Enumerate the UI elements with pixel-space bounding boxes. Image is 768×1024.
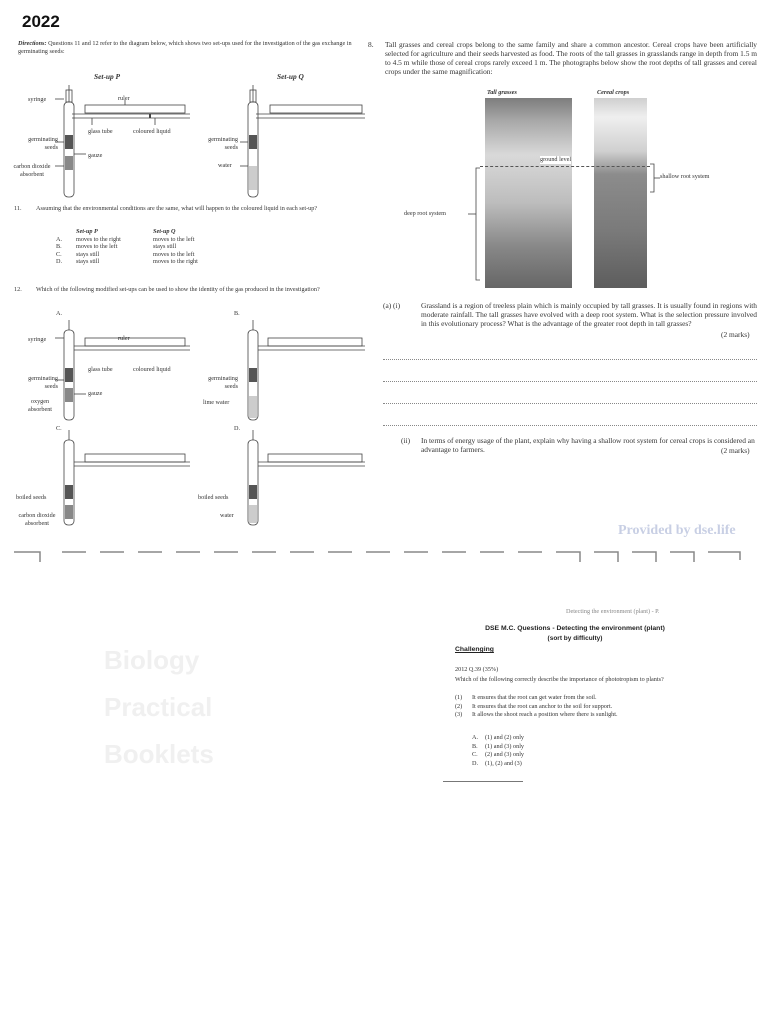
doc2-rule (443, 781, 523, 782)
setup-q-title: Set-up Q (277, 72, 304, 81)
q12-number: 12. (14, 286, 22, 293)
doc2-question: Which of the following correctly describe the importance of phototropism to plants? (455, 676, 664, 683)
option-q: moves to the left (153, 250, 195, 258)
option-q: moves to the right (153, 258, 198, 266)
answer-line-3[interactable] (383, 403, 757, 404)
q8-ai-label: (a) (i) (383, 301, 401, 310)
label-syringe: syringe (28, 96, 47, 103)
q11-option-c[interactable] (56, 251, 233, 259)
q12-label-oxygen-absorbent: oxygen absorbent (27, 398, 53, 413)
test-tube-p (64, 102, 74, 197)
doc2-option-a[interactable] (472, 734, 524, 742)
doc2-header: Detecting the environment (plant) - P. (566, 608, 660, 615)
water-q (249, 166, 257, 190)
answer-line-4[interactable] (383, 425, 757, 426)
deep-root-label: deep root system (404, 210, 446, 217)
q12-letter-c[interactable]: C. (56, 425, 62, 432)
q12-label-boiled-seeds: boiled seeds (16, 494, 47, 501)
label-germinating-seeds: germinating seeds (28, 136, 58, 151)
q11-number: 11. (14, 205, 22, 212)
setup-p-title: Set-up P (94, 72, 121, 81)
watermark: Provided by dse.life (618, 523, 736, 538)
label-ruler: ruler (118, 95, 130, 102)
q8-ai-marks: (2 marks) (721, 330, 750, 339)
label-germinating-seeds-q: germinating seeds (208, 136, 238, 151)
q12-label-germinating-seeds: germinating seeds (28, 375, 58, 390)
q12-label-ruler: ruler (118, 335, 130, 342)
directions-text: Questions 11 and 12 refer to the diagram below, which shows two set-ups used for the investigation of the gas exchange in germinating seeds: (18, 40, 352, 55)
label-glass-tube: glass tube (88, 128, 113, 135)
q12-label-syringe: syringe (28, 336, 47, 343)
statement-1 (455, 694, 618, 702)
statement-text: It allows the shoot reach a position where there is sunlight. (472, 711, 618, 719)
doc2-section: Challenging (455, 646, 494, 653)
statement-number: (2) (455, 702, 463, 710)
option-letter: A. (56, 235, 63, 243)
option-text: (1) and (3) only (485, 742, 525, 750)
shallow-root-label: shallow root system (660, 173, 710, 180)
statement-2 (455, 703, 618, 711)
q11-option-a[interactable] (56, 236, 233, 244)
doc2-ref: 2012 Q.39 (35%) (455, 666, 499, 673)
option-letter: D. (56, 258, 63, 266)
directions-label: Directions: (18, 40, 47, 47)
option-p: moves to the right (76, 235, 121, 243)
faint-word-3: Booklets (104, 739, 214, 769)
q8-aii-label: (ii) (401, 436, 411, 445)
q12-letter-b[interactable]: B. (234, 310, 240, 317)
option-p: stays still (76, 258, 100, 266)
option-letter: C. (472, 751, 478, 759)
q12-label-co2-absorbent: carbon dioxide absorbent (18, 512, 56, 527)
doc2-title: DSE M.C. Questions - Detecting the environment (plant) (485, 625, 665, 632)
q11-option-b[interactable] (56, 243, 233, 251)
option-letter: B. (56, 243, 62, 251)
label-co2-absorbent: carbon dioxide absorbent (13, 163, 51, 178)
answer-line-1[interactable] (383, 359, 757, 360)
answer-line-2[interactable] (383, 381, 757, 382)
q12-label-lime-water: lime water (203, 399, 230, 406)
q12-letter-a[interactable]: A. (56, 310, 63, 317)
option-q: moves to the left (153, 235, 195, 243)
faint-word-1: Biology (104, 645, 200, 675)
ground-level-label: ground level (540, 156, 572, 163)
option-letter: C. (56, 250, 62, 258)
seeds-p (65, 135, 73, 149)
q8-number: 8. (368, 40, 374, 49)
q12-label-boiled-seeds-d: boiled seeds (198, 494, 229, 501)
q8-text: Tall grasses and cereal crops belong to the same family and share a common ancestor. Cereal crops have been artificially selected for agriculture and their seeds harvested as food. The roots of the tall grasses in grasslands range in depth from 1.5 m to 4.5 m while those of cereal crops rarely exceed 1 m. The photographs below show the root depths of tall grasses and cereal crops under the same magnification: (385, 40, 757, 76)
option-q: stays still (153, 243, 177, 251)
option-p: moves to the left (76, 243, 118, 251)
year-heading: 2022 (22, 12, 60, 31)
doc2-option-d[interactable] (472, 760, 524, 768)
statement-text: It ensures that the root can anchor to the soil for support. (472, 702, 613, 710)
ruler-p (85, 105, 185, 113)
q12-letter-d[interactable]: D. (234, 425, 241, 432)
label-water-q: water (218, 162, 232, 169)
doc2-option-c[interactable] (472, 751, 524, 759)
statement-3 (455, 711, 618, 719)
q12-label-gauze: gauze (88, 390, 103, 397)
q11-option-d[interactable] (56, 258, 233, 266)
label-coloured-liquid: coloured liquid (133, 128, 171, 135)
q11-head-p: Set-up P (76, 228, 98, 235)
statement-number: (1) (455, 694, 463, 701)
page-tear (0, 548, 768, 566)
q11-head-q: Set-up Q (153, 228, 176, 235)
doc2-option-b[interactable] (472, 743, 524, 751)
q8-aii-text: In terms of energy usage of the plant, explain why having a shallow root system for cereal crops is considered an advantage to farmers. (421, 436, 755, 454)
q8-aii-marks: (2 marks) (721, 446, 750, 455)
option-letter: A. (472, 734, 479, 741)
q12-label-germinating-seeds-b: germinating seeds (208, 375, 238, 390)
doc2-statements (455, 694, 618, 719)
q12-label-coloured-liquid: coloured liquid (133, 366, 171, 373)
label-gauze: gauze (88, 152, 103, 159)
directions (18, 40, 358, 55)
option-text: (2) and (3) only (485, 751, 525, 759)
q12-label-water-d: water (220, 512, 234, 519)
q12-text: Which of the following modified set-ups can be used to show the identity of the gas produced in the investigation? (36, 286, 320, 293)
q12-diagrams (0, 320, 370, 530)
doc2-options (472, 734, 524, 767)
doc2-subtitle: (sort by difficulty) (547, 635, 603, 642)
q11-text: Assuming that the environmental conditions are the same, what will happen to the coloured liquid in each set-up? (36, 205, 318, 212)
option-letter: B. (472, 742, 478, 750)
option-text: (1), (2) and (3) (485, 759, 522, 767)
q12-label-glass-tube: glass tube (88, 366, 113, 373)
root-brackets (468, 160, 668, 290)
q8-ai-text: Grassland is a region of treeless plain which is mainly occupied by tall grasses. It is usually found in regions with moderate rainfall. The tall grasses have evolved with a deep root system. What is the selection pressure involved in this evolutionary process? What is the advantage of the greater root depth in tall grasses? (421, 301, 757, 328)
statement-text: It ensures that the root can get water from the soil. (472, 694, 597, 701)
option-p: stays still (76, 250, 100, 258)
q11-options (56, 228, 233, 266)
photo-left-title: Tall grasses (487, 89, 517, 96)
statement-number: (3) (455, 711, 463, 719)
photo-right-title: Cereal crops (597, 89, 630, 96)
faint-word-2: Practical (104, 692, 213, 722)
option-text: (1) and (2) only (485, 734, 525, 741)
absorbent-p (65, 156, 73, 170)
option-letter: D. (472, 759, 479, 767)
seeds-q (249, 135, 257, 149)
